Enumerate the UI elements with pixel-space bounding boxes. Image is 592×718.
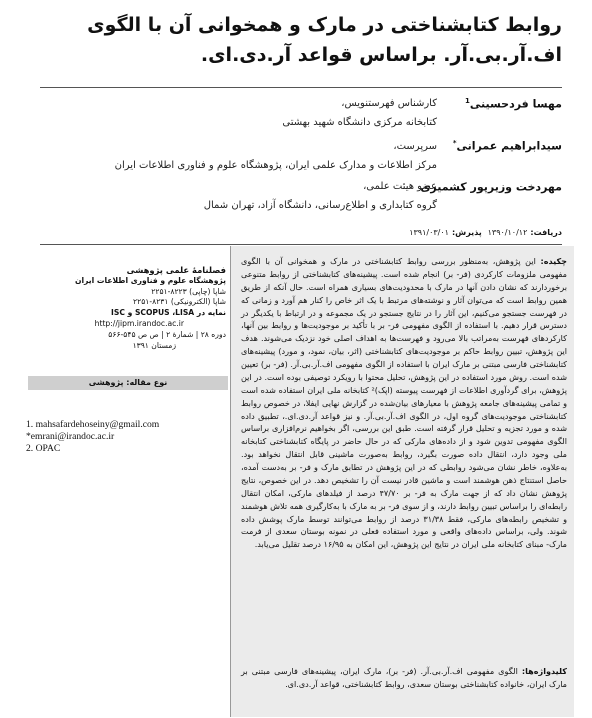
received-date: ۱۳۹۰/۱۰/۱۲ [487, 228, 528, 237]
abstract-body: این پژوهش، به‌منظور بررسی روابط کتابشناختی در مارک و همخوانی آن با الگوی مفهومی ملزومات کارکردی (فر- بر) انجام شده است. پیشینه‌های کتابشناختی از روابط متنوعی برخوردارند که نشان دادن آنها در مارک با محدودیت‌های بسیاری همراه است. حال آنکه از طریق همین روابط است که می‌توان آثار و نوشته‌های مرتبط با یک اثر خاص را کنار هم آورد و زمانی که در فهرست جستجو می‌کنیم، این آثار را در نتایج جستجو در یک مجموعه و در ارتباط با یکدیگر در دسترس قرار دهیم. با استفاده از الگوی مفهومی فر- بر با تأکید بر موجودیت‌ها و روابط بین آنها، کارکردهای فهرست به‌مراتب بالا می‌رود و فهرست‌ها به اهداف اصلی خود نزدیک می‌شوند. هدف این پژوهش، تبیین روابط حاکم بر موجودیت‌های کتابشناختی (اثر، بیان، نمود، و مورد) پیشینه‌های کتابشناختی فارسی مبتنی بر مارک ایران با استفاده از الگوی مفهومی اف.آر.بی.آر. (فر- بر) تعیین شده است. روش مورد استفاده در این پژوهش، تحلیل محتوا با رویکرد توصیفی بوده است. در این پژوهش، برای گردآوری اطلاعات از فهرست پیوسته (اپک)² کتابخانه ملی ایران استفاده شده است و تمامی پیشینه‌های جامعه پژوهش با معیارهای بیان‌شده در گزارش نهایی ایفلا، در خصوص روابط کتابشناختی موجودیت‌های گروه اول، در الگوی اف.آر.بی.آر. و نیز قواعد آر.دی.ای.، تطبیق داده شده و مورد تجزیه و تحلیل قرار گرفته است. طبق این بررسی، اگر بخواهیم نرم‌افزاری براساس الگوی مفهومی تدوین شود و از داده‌های مارکی که در حال حاضر در پایگاه کتابشناختی کتابخانه ملی وجود دارد، انتقال داده صورت بگیرد، روابط به‌صورت ماشینی قابل انتقال نخواهد بود. به‌علاوه، خاطر نشان می‌شود روابطی که در این پژوهش در تطابق مارک و فر- بر به‌دست آمده، حاصل استنتاج ذهن هوشمند است و ماشین قادر نیست آن را تشخیص دهد. در این خصوص، نتایج پژوهش نشان داد که از جهت مارک به فر- بر ۴۷/۷۰ درصد از فیلدهای مارکی، امکان انتقال رابطه‌ای را براساس تبیین روابط دارند، و از سوی فر- بر به مارک با به‌کارگیری همه تلاش هوشمند و تشخیص رابطه‌های مارکی، فقط ۳۱/۳۸ درصد از روابط می‌توانند توسط مارک پوشش داده شوند. ولی، براساس داده‌های واقعی و مورد استفاده فعلی در نمونه بوستان سعدی از فرمت مارک- مبنای کتابخانه ملی ایران در نتایج این پژوهش، این امکان به ۱۶/۹۵ درصد تقلیل می‌یابد. [241, 256, 568, 550]
journal-publisher: پژوهشگاه علوم و فناوری اطلاعات ایران [74, 275, 226, 285]
article-title: روابط کتابشناختی در مارک و همخوانی آن با الگوی اف.آر.بی.آر. براساس قواعد آر.دی.ای. [87, 14, 562, 66]
title-divider [40, 87, 562, 88]
indexing-info: نمایه در SCOPUS ،LISA و ISC [111, 308, 226, 318]
footnote-email-1[interactable]: 1. mahsafardehoseiny@gmail.com [26, 419, 160, 430]
journal-name: فصلنامهٔ علمی پژوهشی [126, 265, 226, 275]
abstract-panel [230, 246, 574, 717]
author-name-2: سیدابراهیم عمرانی* [452, 139, 562, 153]
footnotes [26, 419, 226, 455]
article-type-badge: نوع مقاله: پژوهشی [28, 376, 228, 390]
footnote-email-2[interactable]: *emrani@irandoc.ac.ir [26, 431, 115, 442]
author-affiliation-1: کارشناس فهرستنویس، کتابخانه مرکزی دانشگاه شهید بهشتی [282, 98, 437, 128]
abstract-label: چکیده: [540, 256, 567, 266]
journal-url[interactable]: http://jipm.irandoc.ac.ir [94, 318, 184, 328]
footnote-opac: 2. OPAC [26, 443, 61, 454]
accepted-label: پذیرش: [451, 228, 482, 237]
author-name-1: مهسا فردحسینی$^1$ [464, 97, 562, 111]
keywords [241, 665, 567, 691]
accepted-date: ۱۳۹۱/۰۳/۰۱ [409, 228, 449, 237]
issn-print: شاپا (چاپی) ۸۲۲۳-۲۲۵۱ [151, 286, 226, 296]
author-affiliation-3: عضو هیئت علمی، گروه کتابداری و اطلاع‌رسانی، دانشگاه آزاد، تهران شمال [203, 181, 437, 211]
keywords-body: الگوی مفهومی اف.آر.بی.آر. (فر- بر)، مارک ایران، پیشینه‌های فارسی مبتنی بر مارک ایران، خانواده کتابشناختی بوستان سعدی، روابط کتابشناختی، قواعد آر.دی.ای. [241, 666, 567, 689]
received-label: دریافت: [530, 228, 562, 237]
author-name-3: مهردخت وزیرپور کشمیری [420, 180, 562, 194]
issue-season: زمستان ۱۳۹۱ [132, 340, 176, 350]
keywords-label: کلیدواژه‌ها: [521, 666, 567, 676]
issn-online: شاپا (الکترونیکی) ۸۲۳۱-۲۲۵۱ [133, 297, 226, 307]
dates-divider [40, 244, 562, 245]
issue-info: دوره ۲۸ | شمارهٔ ۲ | ص ص ۵۴۵-۵۶۶ [108, 329, 226, 339]
article-dates [406, 228, 562, 237]
abstract [241, 255, 567, 551]
author-affiliation-2: سرپرست، مرکز اطلاعات و مدارک علمی ایران، پژوهشگاه علوم و فناوری اطلاعات ایران [114, 141, 437, 171]
journal-info [36, 265, 226, 351]
